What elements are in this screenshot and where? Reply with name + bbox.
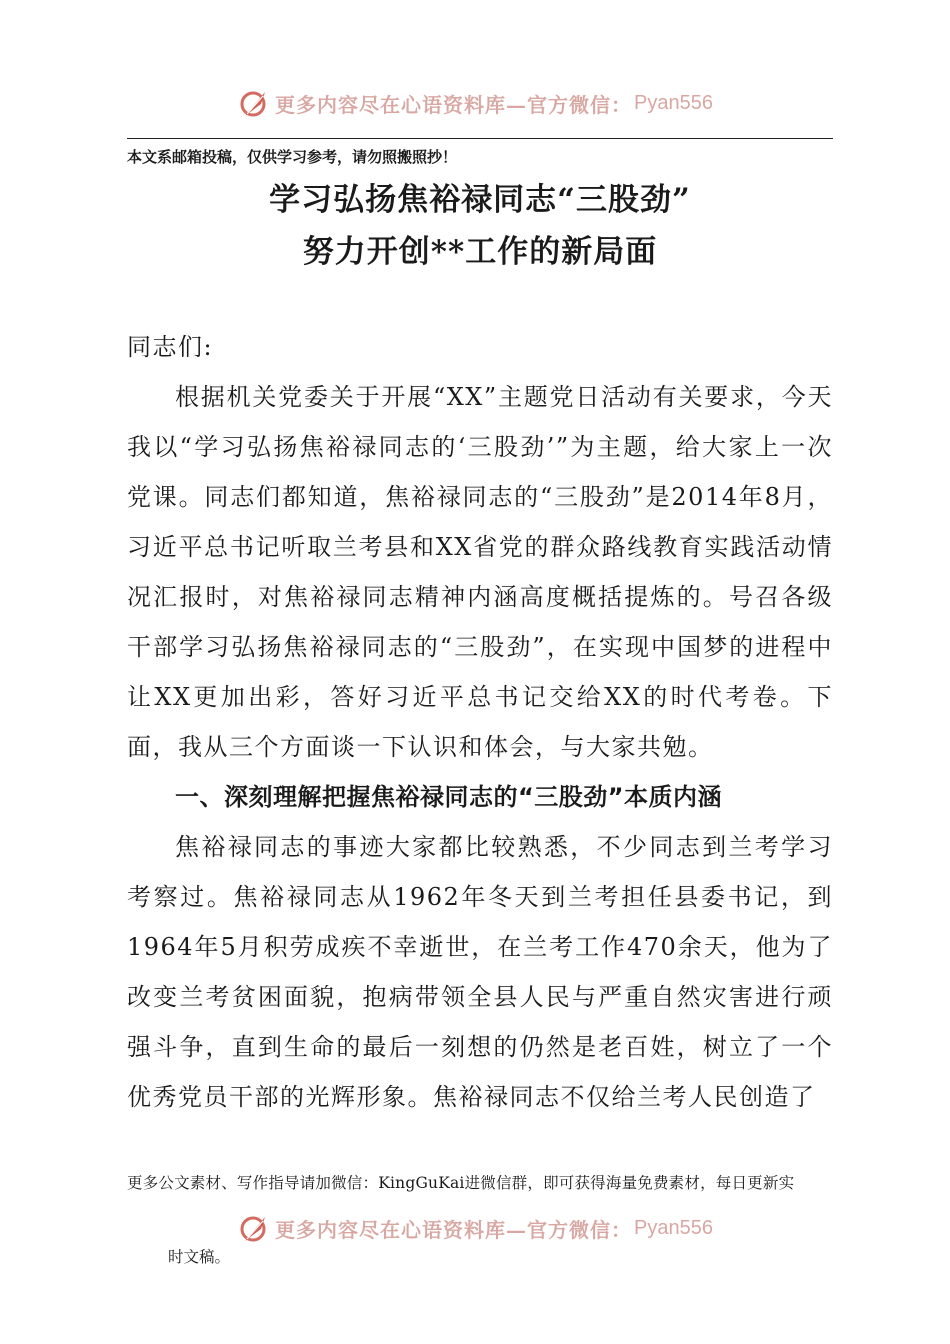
header-watermark [0, 83, 950, 123]
paragraph-section-1: 焦裕禄同志的事迹大家都比较熟悉，不少同志到兰考学习考察过。焦裕禄同志从1962年冬天到兰考担任县委书记，到1964年5月积劳成疾不幸逝世，在兰考工作470余天，他为了改变兰考贫困面貌，抱病带领全县人民与严重自然灾害进行顽强斗争，直到生命的最后一刻想的仍然是老百姓，树立了一个优秀党员干部的光辉形象。焦裕禄同志不仅给兰考人民创造了 [127, 833, 833, 1111]
watermark-text: 更多内容尽在心语资料库—官方微信： [275, 92, 633, 117]
footer-note-continued: 时文稿。 [168, 1248, 231, 1266]
watermark-wechat-id: Pyan556 [634, 91, 713, 114]
disclaimer-note: 本文系邮箱投稿，仅供学习参考，请勿照搬照抄！ [127, 148, 458, 166]
title-line-2: 努力开创**工作的新局面 [302, 234, 658, 270]
watermark-wechat-id: Pyan556 [634, 1216, 713, 1239]
footer-watermark [0, 1208, 950, 1248]
watermark-text: 更多内容尽在心语资料库—官方微信： [275, 1217, 633, 1242]
quill-logo-icon [237, 1211, 271, 1245]
document-body [127, 322, 833, 1122]
footer-note: 更多公文素材、写作指导请加微信：KingGuKai进微信群，即可获得海量免费素材，每日更新实 [127, 1174, 795, 1192]
paragraph-intro: 根据机关党委关于开展“XX”主题党日活动有关要求，今天我以“学习弘扬焦裕禄同志的‘三股劲’”为主题，给大家上一次党课。同志们都知道，焦裕禄同志的“三股劲”是2014年8月，习近平总书记听取兰考县和XX省党的群众路线教育实践活动情况汇报时，对焦裕禄同志精神内涵高度概括提炼的。号召各级干部学习弘扬焦裕禄同志的“三股劲”，在实现中国梦的进程中让XX更加出彩，答好习近平总书记交给XX的时代考卷。下面，我从三个方面谈一下认识和体会，与大家共勉。 [127, 383, 833, 761]
quill-logo-icon [237, 86, 271, 120]
title-line-1: 学习弘扬焦裕禄同志“三股劲” [269, 182, 691, 218]
section-heading-1: 一、深刻理解把握焦裕禄同志的“三股劲”本质内涵 [175, 783, 723, 811]
salutation: 同志们: [127, 333, 214, 361]
header-divider [127, 138, 833, 139]
